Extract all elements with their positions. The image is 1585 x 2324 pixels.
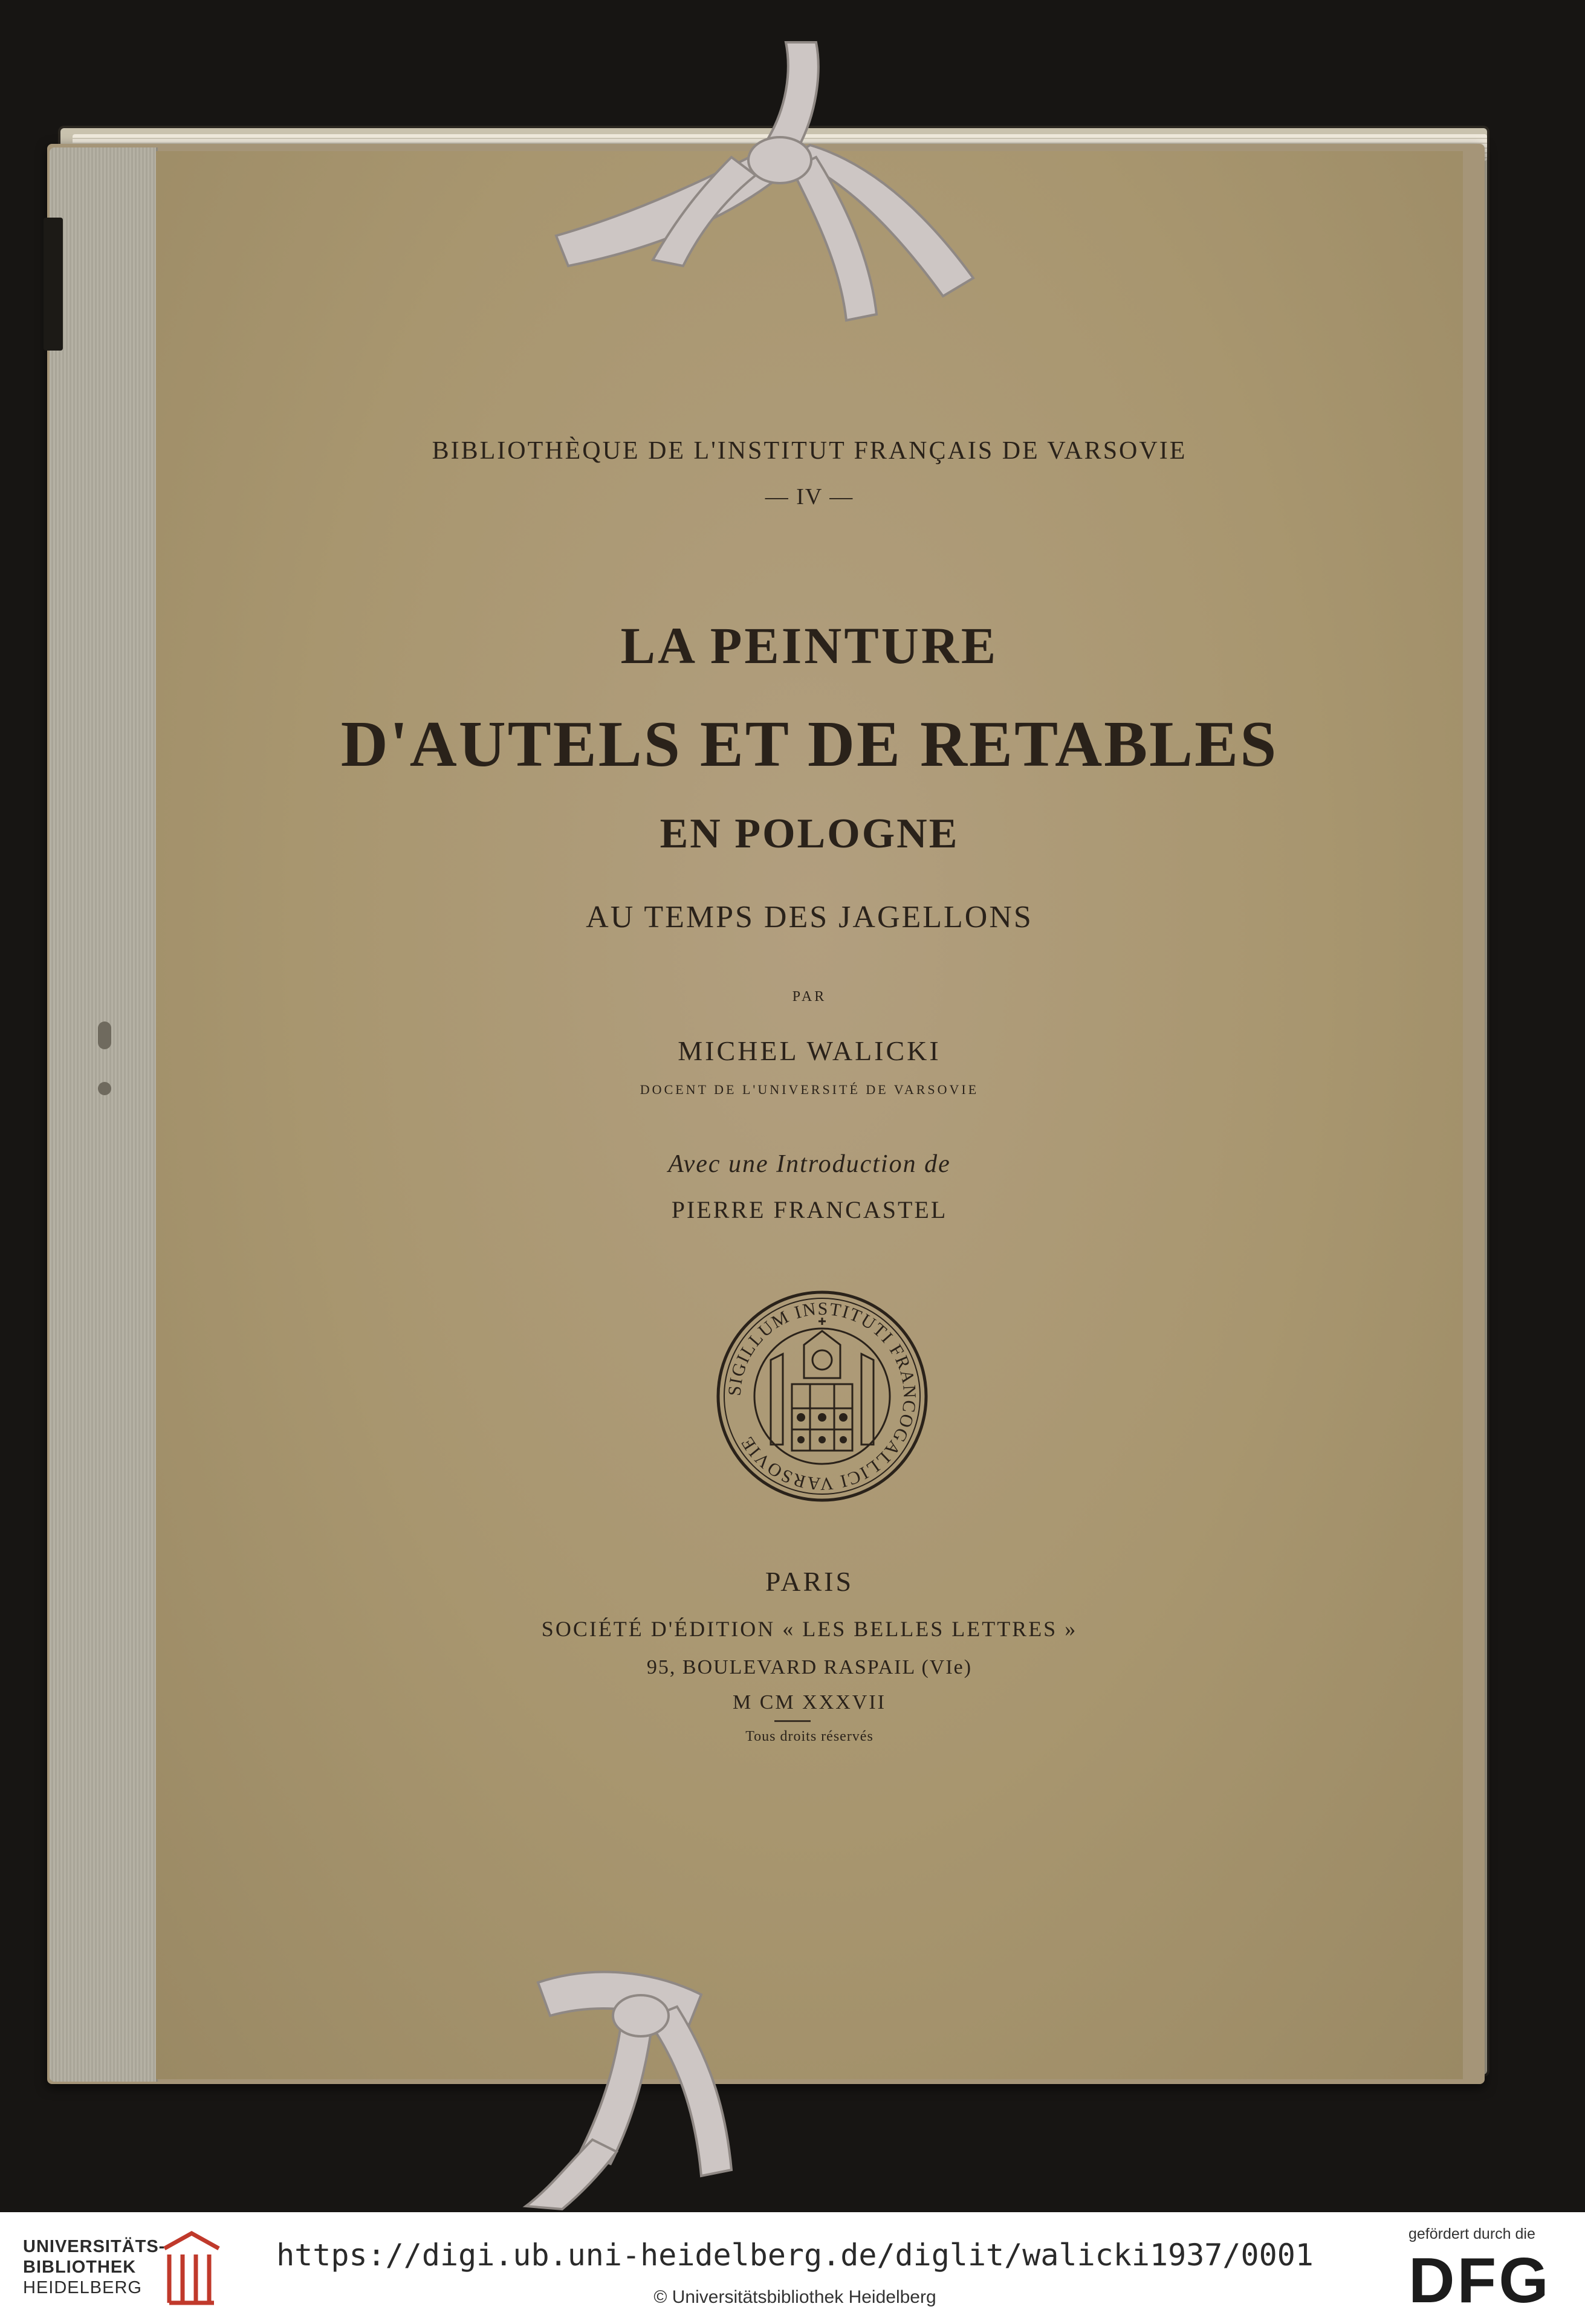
dfg-logo[interactable]: DFG (1408, 2245, 1551, 2316)
ribbon-tie-top (532, 36, 991, 375)
title-line-3: EN POLOGNE (660, 811, 959, 857)
spine-label (44, 218, 63, 351)
funding-note: gefördert durch die (1408, 2225, 1535, 2242)
author-name: MICHEL WALICKI (678, 1035, 941, 1066)
title-line-1: LA PEINTURE (620, 617, 999, 675)
permalink-url[interactable]: https://digi.ub.uni-heidelberg.de/diglit/walicki1937/0001 (276, 2238, 1314, 2273)
series-title: BIBLIOTHÈQUE DE L'INSTITUT FRANÇAIS DE VARSOVIE (432, 437, 1187, 465)
author-role: DOCENT DE L'UNIVERSITÉ DE VARSOVIE (640, 1082, 979, 1097)
volume-number: — IV — (765, 484, 854, 510)
library-name-line-2: BIBLIOTHEK (23, 2258, 137, 2277)
publisher-name: SOCIÉTÉ D'ÉDITION « LES BELLES LETTRES » (541, 1617, 1078, 1641)
library-name[interactable] (23, 2236, 168, 2298)
publisher-address: 95, BOULEVARD RASPAIL (VIe) (646, 1656, 973, 1678)
library-name-line-3: HEIDELBERG (23, 2278, 142, 2297)
viewer-footer (0, 2212, 1585, 2324)
publisher-city: PARIS (765, 1566, 854, 1597)
publication-year: M CM XXXVII (733, 1691, 886, 1714)
title-line-4: AU TEMPS DES JAGELLONS (586, 900, 1033, 934)
library-name-line-1: UNIVERSITÄTS- (23, 2237, 166, 2256)
copyright-notice: © Universitätsbibliothek Heidelberg (653, 2287, 936, 2307)
divider-rule (774, 1720, 811, 1722)
spine-hole (98, 1021, 111, 1049)
institute-seal (713, 1287, 931, 1505)
introduction-author: PIERRE FRANCASTEL (671, 1196, 948, 1223)
cloth-spine (50, 147, 158, 2082)
introduction-label: Avec une Introduction de (668, 1150, 951, 1178)
rights-notice: Tous droits réservés (745, 1729, 874, 1744)
seal-legend: SIGILLUM INSTITUTI FRANCOGALLICI VARSOVIE (724, 1298, 920, 1494)
library-logo-icon[interactable] (158, 2230, 225, 2306)
ribbon-tie-bottom (496, 1958, 798, 2212)
spine-hole (98, 1082, 111, 1095)
by-label: PAR (792, 989, 827, 1005)
title-line-2: D'AUTELS ET DE RETABLES (340, 708, 1279, 780)
